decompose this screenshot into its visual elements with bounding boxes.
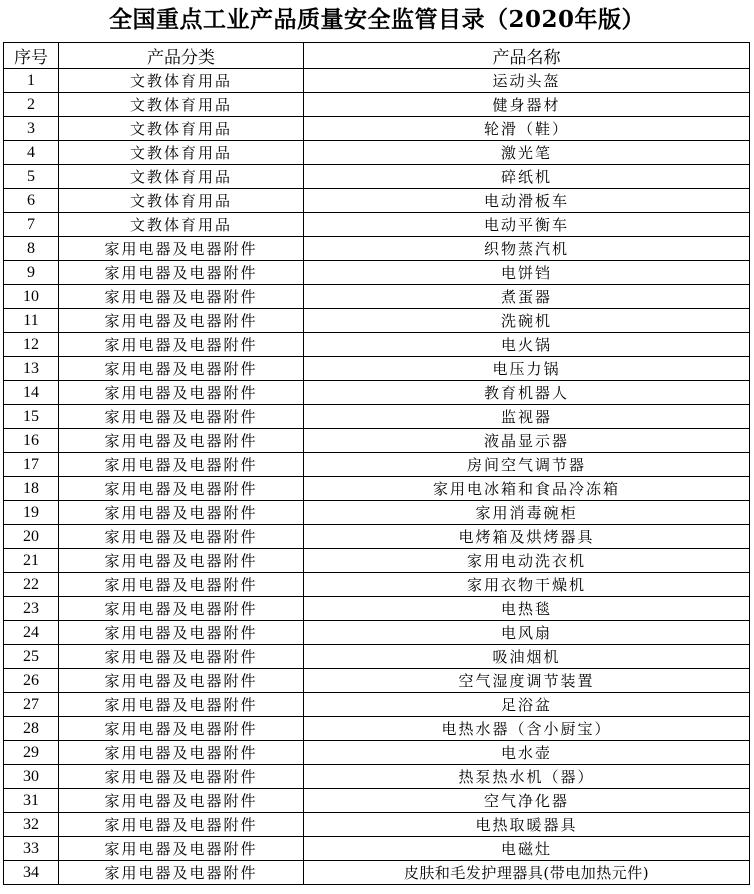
cell-category: 家用电器及电器附件 xyxy=(59,741,304,765)
table-row xyxy=(4,453,750,477)
cell-seq: 19 xyxy=(4,501,59,525)
cell-seq: 12 xyxy=(4,333,59,357)
cell-category: 家用电器及电器附件 xyxy=(59,669,304,693)
cell-product-name: 家用电冰箱和食品冷冻箱 xyxy=(304,477,750,501)
cell-seq: 16 xyxy=(4,429,59,453)
cell-product-name: 织物蒸汽机 xyxy=(304,237,750,261)
cell-product-name: 煮蛋器 xyxy=(304,285,750,309)
cell-seq: 11 xyxy=(4,309,59,333)
cell-category: 文教体育用品 xyxy=(59,93,304,117)
cell-category: 家用电器及电器附件 xyxy=(59,765,304,789)
cell-seq: 1 xyxy=(4,69,59,93)
table-row xyxy=(4,645,750,669)
cell-product-name: 电热水器（含小厨宝） xyxy=(304,717,750,741)
table-row xyxy=(4,309,750,333)
cell-seq: 34 xyxy=(4,861,59,885)
cell-seq: 2 xyxy=(4,93,59,117)
cell-product-name: 轮滑（鞋） xyxy=(304,117,750,141)
table-row xyxy=(4,621,750,645)
cell-product-name: 碎纸机 xyxy=(304,165,750,189)
cell-product-name: 家用衣物干燥机 xyxy=(304,573,750,597)
cell-product-name: 电热取暖器具 xyxy=(304,813,750,837)
cell-category: 文教体育用品 xyxy=(59,213,304,237)
cell-category: 家用电器及电器附件 xyxy=(59,645,304,669)
table-row xyxy=(4,237,750,261)
cell-seq: 27 xyxy=(4,693,59,717)
table-row xyxy=(4,357,750,381)
cell-product-name: 热泵热水机（器） xyxy=(304,765,750,789)
table-row xyxy=(4,213,750,237)
cell-seq: 25 xyxy=(4,645,59,669)
table-row xyxy=(4,117,750,141)
table-row xyxy=(4,861,750,885)
cell-seq: 31 xyxy=(4,789,59,813)
cell-seq: 24 xyxy=(4,621,59,645)
table-row xyxy=(4,597,750,621)
cell-product-name: 电热毯 xyxy=(304,597,750,621)
cell-product-name: 空气净化器 xyxy=(304,789,750,813)
table-row xyxy=(4,669,750,693)
table-row xyxy=(4,717,750,741)
cell-product-name: 电风扇 xyxy=(304,621,750,645)
table-row xyxy=(4,837,750,861)
cell-category: 家用电器及电器附件 xyxy=(59,453,304,477)
cell-category: 家用电器及电器附件 xyxy=(59,621,304,645)
cell-product-name: 电动滑板车 xyxy=(304,189,750,213)
cell-seq: 18 xyxy=(4,477,59,501)
cell-seq: 22 xyxy=(4,573,59,597)
cell-category: 家用电器及电器附件 xyxy=(59,813,304,837)
table-header-row xyxy=(4,43,750,69)
cell-product-name: 电火锅 xyxy=(304,333,750,357)
cell-seq: 4 xyxy=(4,141,59,165)
cell-seq: 21 xyxy=(4,549,59,573)
cell-seq: 3 xyxy=(4,117,59,141)
cell-seq: 26 xyxy=(4,669,59,693)
cell-product-name: 运动头盔 xyxy=(304,69,750,93)
cell-category: 家用电器及电器附件 xyxy=(59,549,304,573)
table-row xyxy=(4,333,750,357)
cell-product-name: 洗碗机 xyxy=(304,309,750,333)
cell-seq: 6 xyxy=(4,189,59,213)
table-row xyxy=(4,381,750,405)
cell-product-name: 吸油烟机 xyxy=(304,645,750,669)
cell-product-name: 皮肤和毛发护理器具(带电加热元件) xyxy=(304,861,750,885)
cell-product-name: 电烤箱及烘烤器具 xyxy=(304,525,750,549)
cell-product-name: 教育机器人 xyxy=(304,381,750,405)
cell-product-name: 电饼铛 xyxy=(304,261,750,285)
cell-seq: 7 xyxy=(4,213,59,237)
cell-product-name: 激光笔 xyxy=(304,141,750,165)
cell-product-name: 电动平衡车 xyxy=(304,213,750,237)
cell-category: 家用电器及电器附件 xyxy=(59,501,304,525)
cell-category: 家用电器及电器附件 xyxy=(59,837,304,861)
table-row xyxy=(4,69,750,93)
cell-seq: 8 xyxy=(4,237,59,261)
cell-category: 文教体育用品 xyxy=(59,117,304,141)
cell-category: 文教体育用品 xyxy=(59,189,304,213)
table-row xyxy=(4,765,750,789)
cell-product-name: 空气湿度调节装置 xyxy=(304,669,750,693)
cell-category: 家用电器及电器附件 xyxy=(59,573,304,597)
cell-seq: 10 xyxy=(4,285,59,309)
cell-category: 家用电器及电器附件 xyxy=(59,381,304,405)
cell-product-name: 电磁灶 xyxy=(304,837,750,861)
cell-product-name: 足浴盆 xyxy=(304,693,750,717)
cell-category: 家用电器及电器附件 xyxy=(59,861,304,885)
table-row xyxy=(4,477,750,501)
cell-seq: 5 xyxy=(4,165,59,189)
table-row xyxy=(4,261,750,285)
table-row xyxy=(4,525,750,549)
cell-product-name: 房间空气调节器 xyxy=(304,453,750,477)
table-row xyxy=(4,501,750,525)
cell-seq: 28 xyxy=(4,717,59,741)
table-row xyxy=(4,405,750,429)
header-product-name: 产品名称 xyxy=(304,43,750,69)
cell-seq: 15 xyxy=(4,405,59,429)
cell-category: 文教体育用品 xyxy=(59,165,304,189)
table-row xyxy=(4,285,750,309)
cell-product-name: 家用电动洗衣机 xyxy=(304,549,750,573)
cell-category: 文教体育用品 xyxy=(59,69,304,93)
table-body xyxy=(4,69,750,885)
table-row xyxy=(4,189,750,213)
cell-product-name: 电压力锅 xyxy=(304,357,750,381)
header-seq: 序号 xyxy=(4,43,59,69)
cell-category: 家用电器及电器附件 xyxy=(59,333,304,357)
header-category: 产品分类 xyxy=(59,43,304,69)
table-row xyxy=(4,693,750,717)
cell-category: 家用电器及电器附件 xyxy=(59,693,304,717)
cell-seq: 23 xyxy=(4,597,59,621)
cell-category: 家用电器及电器附件 xyxy=(59,525,304,549)
table-row xyxy=(4,93,750,117)
cell-seq: 30 xyxy=(4,765,59,789)
cell-seq: 17 xyxy=(4,453,59,477)
table-row xyxy=(4,573,750,597)
cell-category: 家用电器及电器附件 xyxy=(59,357,304,381)
cell-category: 家用电器及电器附件 xyxy=(59,789,304,813)
cell-category: 家用电器及电器附件 xyxy=(59,405,304,429)
table-row xyxy=(4,813,750,837)
cell-category: 家用电器及电器附件 xyxy=(59,285,304,309)
table-row xyxy=(4,429,750,453)
cell-product-name: 电水壶 xyxy=(304,741,750,765)
cell-category: 文教体育用品 xyxy=(59,141,304,165)
cell-seq: 14 xyxy=(4,381,59,405)
table-row xyxy=(4,789,750,813)
table-row xyxy=(4,549,750,573)
cell-product-name: 液晶显示器 xyxy=(304,429,750,453)
cell-category: 家用电器及电器附件 xyxy=(59,717,304,741)
cell-seq: 32 xyxy=(4,813,59,837)
cell-category: 家用电器及电器附件 xyxy=(59,477,304,501)
table-row xyxy=(4,141,750,165)
cell-product-name: 家用消毒碗柜 xyxy=(304,501,750,525)
cell-seq: 9 xyxy=(4,261,59,285)
cell-category: 家用电器及电器附件 xyxy=(59,309,304,333)
catalog-table xyxy=(3,42,750,885)
cell-seq: 20 xyxy=(4,525,59,549)
cell-category: 家用电器及电器附件 xyxy=(59,237,304,261)
document-title: 全国重点工业产品质量安全监管目录（2020年版） xyxy=(108,6,645,33)
cell-seq: 13 xyxy=(4,357,59,381)
table-row xyxy=(4,741,750,765)
table-row xyxy=(4,165,750,189)
cell-category: 家用电器及电器附件 xyxy=(59,597,304,621)
cell-product-name: 监视器 xyxy=(304,405,750,429)
cell-category: 家用电器及电器附件 xyxy=(59,429,304,453)
cell-product-name: 健身器材 xyxy=(304,93,750,117)
cell-seq: 33 xyxy=(4,837,59,861)
cell-seq: 29 xyxy=(4,741,59,765)
cell-category: 家用电器及电器附件 xyxy=(59,261,304,285)
